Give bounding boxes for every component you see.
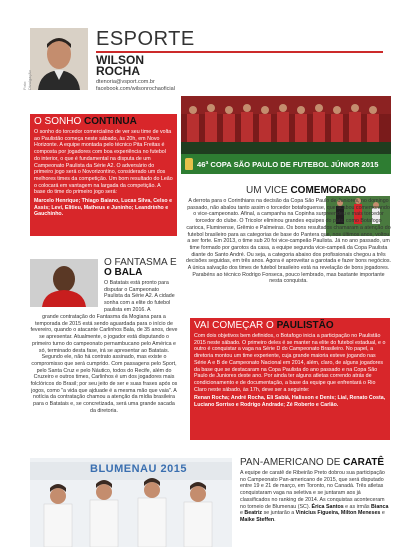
trophy-icon	[185, 158, 193, 170]
pan-athlete-erica: Érica Santos	[311, 503, 344, 510]
author-facebook[interactable]: facebook.com/wilsonrochaoficial	[96, 86, 175, 92]
copinha-banner	[181, 154, 391, 174]
sonho-heading-bold: CONTINUA	[84, 116, 137, 127]
vice-heading-bold: COMEMORADO	[290, 185, 367, 196]
paulistao-lineup	[194, 395, 386, 408]
photo-credit: Foto: Divulgação	[22, 70, 32, 90]
team-photo	[181, 96, 391, 154]
vice-body: A derrota para o Corinthians na decisão da Copa São Paulo de Juniores, no domingo passado, não abalou tanto assim o torcedor botafoguense, que acabou comemorando o vice-campeonato. Afinal, a campanha na Copinha surpreendeu e mais torcedor torcedor do clube. O Tricolor eliminou grandes equipes do país, como Botafogo carioca, Fluminense, Grêmio e Palmeiras. Os bons resultados chamaram a atenção do futebol brasileiro para as categorias de base do Pantera que, nos últimos anos, voltou a ser forte. Em 2013, o time sub 20 foi vice-campeão Paulista. Já no ano passado, um time formado por garotos da casa, a equipe segunda vice-campeã da Copa Paulista diante do Santo André. Ou seja, a categoria abaixo dos profissionais chegou a três decisões seguidas, em três anos. Agora é aproveitar a garotada e fazer bons negócios. A única salvação dos times de futebol brasileiro está na revelação de bons jogadores. Parabéns ao técnico Rodrigo Fonseca, pouco lembrado, mas bastante importante nesta conquista.	[186, 198, 391, 285]
sonho-body: O sonho do torcedor comercialino de ver seu time de volta ao Paulistão começa neste sábado, às 20h, em Novo Horizonte. A equipe montada pelo técnico Pita Freitas é composta por jogadores com boa experiência no futebol do interior, o que é fundamental na disputa de um Campeonato Paulista da Série A2. O adversário do primeiro jogo será o Novorizontino, considerado um dos melhores times da competição. Um bom resultado do Leão o colocará em vantagem na largada da competição. A base do time do primeiro jogo será:	[34, 129, 173, 196]
pan-body-start: A equipe de caratê de Ribeirão Preto dobrou sua participação no Campeonato Pan-americano de 2015, que será disputado entre 19 e 21 de março, em Toronto, no Canadá. Três atletas conquistaram vaga na seletiva e se juntaram aos já classificados no ranking de 2014. As conquistas aconteceram no torneio de Blumenau (SC).	[240, 470, 385, 510]
vice-heading	[246, 186, 366, 196]
pan-conn-2: e	[240, 510, 245, 517]
paulistao-box	[190, 318, 390, 440]
pan-body	[240, 470, 390, 524]
paulistao-heading	[194, 321, 386, 331]
team-photo-icon	[181, 96, 391, 154]
blumenau-banner: BLUMENAU 2015	[90, 463, 187, 475]
fantasma-heading-bold: O BALA	[104, 267, 143, 278]
author-last-name: ROCHA	[96, 64, 140, 78]
vice-heading-light: UM VICE	[246, 185, 291, 196]
pan-athlete-beatriz: Beatriz	[244, 510, 263, 517]
paulistao-body: Com dois objetivos bem definidos, o Botafogo inicia a participação no Paulistão 2015 neste sábado. O primeiro deles é se manter na elite do futebol estadual, e o outro é conquistar a vaga na Série D do Campeonato Brasileiro. No papel, a diretoria montou um time experiente, cuja grande maioria esteve jogando nas Série A e B de Campeonato Nacional em 2014, além, claro, de alguns jogadores da base que se destacaram na Copa Paulista do ano passado e na Copa São Paulo de Juniores deste ano. Por ainda ter alguns atletas correndo atrás de condicionamento e de documentação, a base da equipe que enfrentará o Rio Claro neste sábado, às 17h, deve ser a seguinte:	[194, 333, 386, 393]
karate-photo	[30, 458, 232, 547]
sonho-heading-light: O SONHO	[34, 116, 85, 127]
pan-athlete-maike: Maike Steffen	[240, 516, 275, 523]
sonho-box	[30, 114, 177, 236]
player-portrait-icon	[30, 259, 98, 307]
fantasma-intro: O Batatais está pronto para disputar o Campeonato Paulista da Série A2. A cidade sonha com a elite do futebol paulista em 2016. A	[104, 280, 175, 313]
author-first-name: WILSON	[96, 53, 144, 67]
pan-heading-bold: CARATÊ	[343, 457, 385, 468]
banner-caption: 46ª COPA SÃO PAULO DE FUTEBOL JÚNIOR 2015	[197, 159, 379, 169]
paulistao-heading-light: VAI COMEÇAR O	[194, 320, 277, 331]
paulistao-heading-bold: PAULISTÃO	[276, 320, 334, 331]
pan-athlete-bianca: Bianca	[371, 503, 389, 510]
author-photo	[30, 28, 88, 90]
author-portrait-icon	[30, 28, 88, 90]
pan-heading-light: PAN-AMERICANO DE	[240, 457, 344, 468]
section-title: ESPORTE	[96, 28, 195, 50]
bala-photo	[30, 259, 98, 307]
paulistao-lineup-text: Renan Rocha; André Rocha, Eli Sabiá, Halisson e Denis; Lial, Renato Costa, Luciano Sorriso e Rodrigo Andrade; Zé Roberto e Carlão.	[194, 395, 386, 409]
pan-end: .	[274, 516, 276, 523]
pan-conn-1: e as irmãs	[343, 503, 372, 510]
pan-athletes-vinicius-milton: Vinicius Figueira, Milton Meneses	[295, 510, 381, 517]
pan-conn-3: se juntarão a	[262, 510, 296, 517]
sonho-lineup-text: Marcelo Henrique; Thiago Baiano, Lucas Silva, Celso e Assis; Leví, Elitieu, Matheus e Juninho; Leandrinho e Gauchinho.	[34, 198, 173, 218]
sonho-heading	[34, 117, 173, 127]
author-email[interactable]: dtenoria@vsport.com.br	[96, 79, 155, 85]
fantasma-heading-light: O FANTASMA E	[104, 257, 177, 268]
fantasma-heading	[104, 258, 177, 278]
pan-conn-4: e	[380, 510, 385, 517]
sonho-lineup	[34, 198, 173, 218]
pan-heading	[240, 458, 384, 468]
fantasma-body: grande contratação do Fantasma da Mogiana para a temporada de 2015 está sendo aguardada para o início de fevereiro, quando o atacante Carlinhos Bala, de 35 anos, deve se apresentar. Atualmente, o jogador está disputando o primeiro turno do campeonato pernambucano pelo América e só, terminado desta fase, irá se apresentar ao Batatais. Segundo ele, não há contrato assinado, mas existe o compromisso que será cumprido. Com passagens pelo Sport, pelo Santa Cruz e pelo Náutico, todos do Recife, além do Cruzeiro e outros times, Carlinhos é um dos jogadores mais folclóricos do Brasil; por seu jeito de ser e suas frases após os jogos, como "a vida que ajduade é a mesma mão que vaia". A notícia da contratação chamou a atenção da mídia brasileira para o Batatais e, se concretizada, será uma grande sacada da diretoria.	[30, 314, 178, 414]
